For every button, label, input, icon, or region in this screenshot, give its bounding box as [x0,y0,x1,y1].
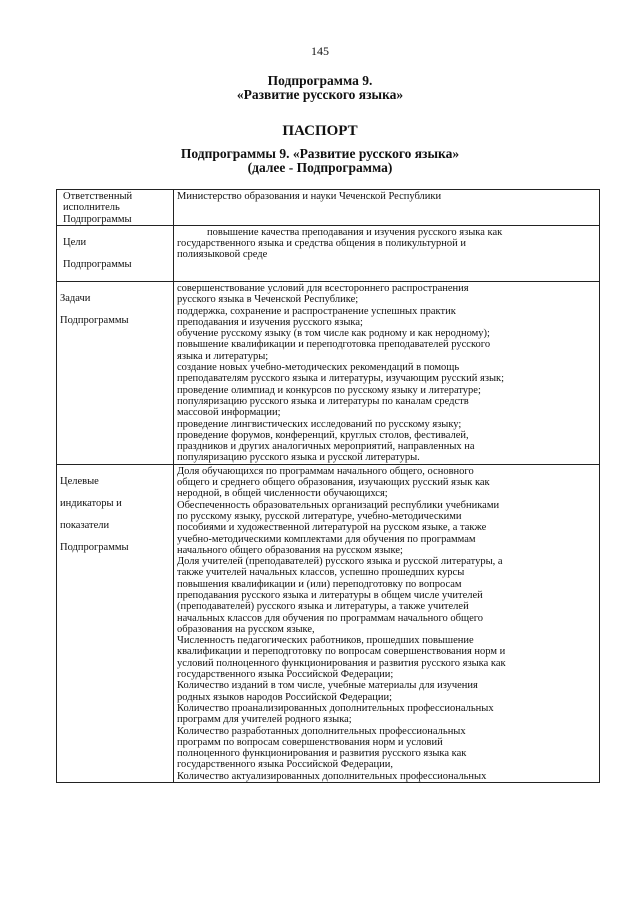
table-row-indicators [57,464,600,782]
row-content [174,281,600,464]
label-line: Подпрограммы [63,213,132,225]
content-line: программ по вопросам совершенствования норм и условий [177,736,443,748]
content-line: образования на русском языке, [177,623,315,635]
content-line: Количество проанализированных дополнительных профессиональных [177,702,494,714]
content-line: родных языков народов Российской Федерации; [177,691,393,703]
content-line: пособиями и художественной литературой на русском языке, а также [177,522,487,534]
content-line: поддержка, сохранение и распространение успешных практик [177,305,456,317]
content-line: Доля обучающихся по программам начального общего, основного [177,465,474,477]
content-line: Количество разработанных дополнительных профессиональных [177,725,466,737]
content-line: общего и среднего общего образования, изучающих русский язык как [177,477,490,489]
passport-title-line-2: (далее - Подпрограмма) [247,160,393,175]
passport-title [0,124,640,175]
content-line: государственного языка Российской Федерации, [177,759,393,771]
table-row-goals [57,225,600,281]
content-line: русского языка в Чеченской Республике; [177,294,359,306]
content-line: проведение лингвистических исследований по русскому языку; [177,418,462,430]
content-line: повышения квалификации и (или) переподготовку по вопросам [177,578,462,590]
content-line: популяризацию русского языка и литературы по каналам средств [177,395,469,407]
subprogram-title [0,74,640,102]
label-line: Целевые [60,476,99,488]
content-line: учебно-методическими комплектами для обучения по программам [177,533,476,545]
label-line: Подпрограммы [60,315,129,327]
row-label [57,190,174,226]
content-line: преподавания русского языка и литературы в общем числе учителей [177,590,483,601]
passport-table [56,189,600,783]
content-line: государственного языка и средства общения в поликультурной и [177,238,467,250]
label-line: Задачи [60,293,91,305]
row-content [174,464,600,782]
row-content [174,225,600,281]
content-line: повышение квалификации и переподготовка преподавателей русского [177,339,491,351]
passport-title-line-1: Подпрограммы 9. «Развитие русского языка» [180,146,460,161]
label-line: Подпрограммы [63,259,132,271]
subprogram-title-line-1: Подпрограмма 9. [267,73,373,88]
content-line: начального общего образования на русском языке; [177,544,403,556]
label-line: Ответственный [63,191,133,202]
row-label [57,281,174,464]
content-line: Количество актуализированных дополнительных профессиональных [177,770,487,782]
label-line: индикаторы и [60,498,122,510]
content-line: повышение качества преподавания и изучения русского языка как [207,226,503,238]
content-line: Численность педагогических работников, прошедших повышение [177,635,474,647]
content-line: по русскому языку, русской литературе, учебно-методическими [177,510,462,522]
content-line: также учителей начальных классов, успешно прошедших курсы [177,567,465,579]
content-line: программ для учителей родного языка; [177,714,352,726]
content-line: Доля учителей (преподавателей) русского языка и русской литературы, а [177,556,503,568]
table-row-responsible [57,190,600,226]
row-label [57,225,174,281]
content-line: популяризацию русского языка и русской литературы. [177,452,420,464]
content-line: государственного языка Российской Федерации; [177,669,394,681]
content-line: Обеспеченность образовательных организаций республики учебниками [177,499,500,511]
row-label [57,464,174,782]
content-line: полиязыковой среде [177,249,268,261]
content-line: создание новых учебно-методических рекомендаций в помощь [177,362,460,374]
content-line: квалификации и переподготовку по вопросам совершенствования норм и [177,646,506,658]
table-row-tasks [57,281,600,464]
content-line: массовой информации; [177,407,281,419]
content-line: праздников и других аналогичных мероприятий, направленных на [177,441,475,453]
content-line: Количество изданий в том числе, учебные материалы для изучения [177,680,478,692]
page-number: 145 [311,44,329,58]
content-line: преподавателям русского языка и литературы, изучающим русский язык; [177,373,505,385]
label-line: Цели [63,237,87,249]
content-line: преподавания и изучения русского языка; [177,316,363,328]
content-line: обучение русскому языку (в том числе как родному и как неродному); [177,328,490,340]
content-line: проведение форумов, конференций, круглых столов, фестивалей, [177,429,469,441]
label-line: Подпрограммы [60,541,129,553]
content-line: Министерство образования и науки Чеченской Республики [177,191,442,202]
content-line: (преподавателей) русского языка и литературы, а также учителей [177,601,469,613]
content-line: начальных классов для обучения по программам начального общего [177,612,484,624]
content-line: совершенствование условий для всестороннего распространения [177,282,469,294]
subprogram-title-line-2: «Развитие русского языка» [236,87,404,102]
content-line: языка и литературы; [177,350,269,362]
row-content [174,190,600,226]
content-line: условий полноценного функционирования и развития русского языка как [177,657,506,669]
content-line: полноценного функционирования и развития русского языка как [177,748,467,760]
content-line: проведение олимпиад и конкурсов по русскому языку и литературе; [177,384,481,396]
content-line: неродной, в общей численности обучающихся; [177,488,388,500]
passport-heading: ПАСПОРТ [282,123,358,139]
label-line: показатели [60,519,110,531]
label-line: исполнитель [63,202,120,214]
